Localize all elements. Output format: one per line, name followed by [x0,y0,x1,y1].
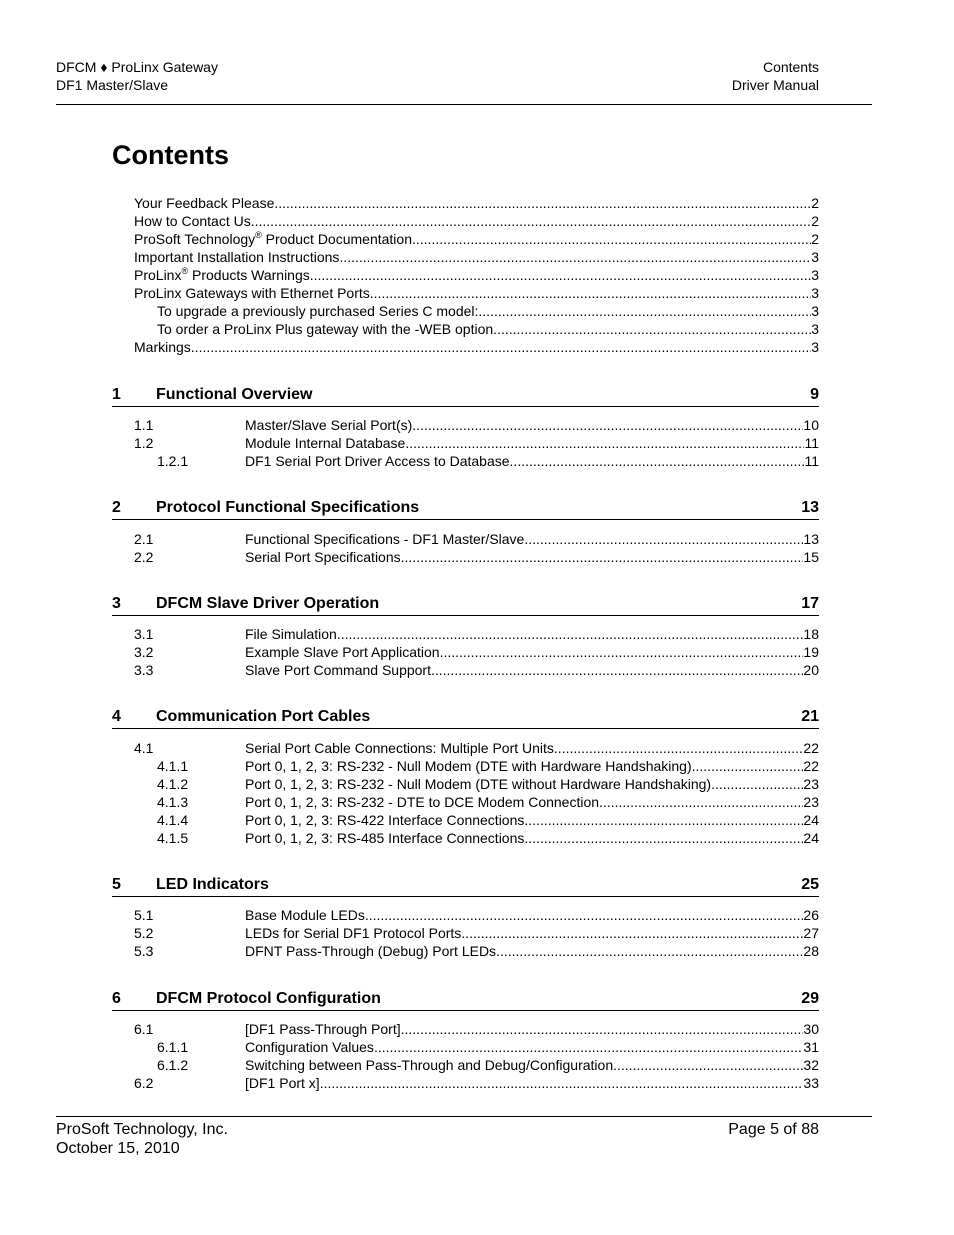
chapter-divider [112,728,819,729]
toc-entry[interactable] [134,266,819,284]
subentry-page: 15 [803,549,819,565]
toc-subentry[interactable] [157,829,819,847]
subentry-title: Port 0, 1, 2, 3: RS-485 Interface Connections [245,830,525,846]
subentry-number: 4.1.5 [157,830,189,846]
registered-mark: ® [181,266,189,276]
toc-subentry[interactable] [157,811,819,829]
toc-subentry[interactable] [134,548,819,566]
subentry-number: 4.1.3 [157,794,189,810]
chapter-number: 4 [112,708,121,725]
subentry-title: DFNT Pass-Through (Debug) Port LEDs [245,943,497,959]
subentry-page: 32 [803,1057,819,1073]
subentry-page: 28 [803,943,819,959]
subentry-number: 2.1 [134,531,154,547]
toc-subentry[interactable] [157,793,819,811]
header-chapter: Contents [762,59,819,75]
toc-subentry[interactable] [134,625,819,643]
subentry-page: 27 [803,925,819,941]
footer-page-number: Page 5 of 88 [728,1121,819,1138]
chapter-number: 5 [112,876,121,893]
chapter-title: Communication Port Cables [156,708,371,725]
toc-entry-title: ProLinx® Products Warnings [134,266,310,283]
subentry-number: 4.1.2 [157,776,189,792]
subentry-title: Serial Port Specifications [245,549,401,565]
toc-subentry[interactable] [157,775,819,793]
subentry-title: LEDs for Serial DF1 Protocol Ports [245,925,462,941]
toc-entry[interactable] [157,302,819,320]
toc-entry-title: Important Installation Instructions [134,249,340,265]
toc-subentry[interactable] [157,1056,819,1074]
subentry-page: 10 [803,417,819,433]
toc-subentry[interactable] [134,661,819,679]
header-divider [56,104,872,105]
subentry-page: 22 [803,758,819,774]
subentry-number: 5.3 [134,943,154,959]
subentry-page: 23 [803,794,819,810]
toc-entry[interactable] [134,248,819,266]
toc-entry-title: Your Feedback Please [134,195,275,211]
toc-entry[interactable] [134,194,819,212]
toc-entry-page: 3 [811,339,819,355]
subentry-title: Configuration Values [245,1039,374,1055]
subentry-number: 6.1.2 [157,1057,189,1073]
subentry-page: 11 [804,453,819,469]
footer-divider [56,1116,872,1117]
toc-subentry[interactable] [134,739,819,757]
subentry-number: 5.1 [134,907,154,923]
toc-chapter-heading[interactable] [112,874,819,894]
toc-entry-page: 2 [811,213,819,229]
running-header-left [56,58,218,94]
subentry-number: 1.2 [134,435,154,451]
subentry-title: Module Internal Database [245,435,406,451]
toc-entry[interactable] [134,212,819,230]
chapter-divider [112,896,819,897]
toc-entry-title: To order a ProLinx Plus gateway with the -WEB option [157,321,494,337]
toc-subentry[interactable] [134,434,819,452]
subentry-number: 3.2 [134,644,154,660]
subentry-page: 11 [804,435,819,451]
toc-chapter-heading[interactable] [112,988,819,1008]
subentry-page: 19 [803,644,819,660]
chapter-title: DFCM Slave Driver Operation [156,595,380,612]
chapter-number: 6 [112,990,121,1007]
subentry-number: 2.2 [134,549,154,565]
toc-subentry[interactable] [134,530,819,548]
chapter-number: 2 [112,499,121,516]
toc-subentry[interactable] [134,1074,819,1092]
subentry-number: 5.2 [134,925,154,941]
toc-entry-page: 3 [811,285,819,301]
chapter-divider [112,519,819,520]
chapter-number: 1 [112,386,121,403]
toc-entry-page: 3 [811,249,819,265]
subentry-number: 4.1.4 [157,812,189,828]
toc-chapter-heading[interactable] [112,706,819,726]
header-driver: DF1 Master/Slave [56,77,169,93]
subentry-number: 6.1.1 [157,1039,189,1055]
running-header-right [732,58,819,94]
chapter-divider [112,406,819,407]
subentry-page: 31 [803,1039,819,1055]
chapter-page: 9 [810,386,819,403]
footer-company: ProSoft Technology, Inc. [56,1121,228,1138]
subentry-page: 24 [803,812,819,828]
footer-date: October 15, 2010 [56,1140,180,1157]
toc-subentry[interactable] [134,1020,819,1038]
subentry-title: [DF1 Port x] [245,1075,320,1091]
chapter-title: DFCM Protocol Configuration [156,990,381,1007]
subentry-number: 3.1 [134,626,154,642]
toc-entry-title: ProSoft Technology® Product Documentation [134,230,412,247]
subentry-title: [DF1 Pass-Through Port] [245,1021,401,1037]
subentry-title: DF1 Serial Port Driver Access to Database [245,453,510,469]
subentry-title: Example Slave Port Application [245,644,440,660]
toc-entry-page: 3 [811,321,819,337]
subentry-number: 1.2.1 [157,453,189,469]
chapter-page: 29 [801,990,819,1007]
subentry-number: 3.3 [134,662,154,678]
toc-entry[interactable] [134,338,819,356]
toc-subentry[interactable] [134,942,819,960]
subentry-title: Port 0, 1, 2, 3: RS-232 - Null Modem (DTE with Hardware Handshaking) [245,758,692,774]
subentry-page: 13 [803,531,819,547]
subentry-title: Slave Port Command Support [245,662,431,678]
subentry-page: 24 [803,830,819,846]
subentry-number: 6.1 [134,1021,154,1037]
subentry-page: 33 [803,1075,819,1091]
toc-entry-page: 2 [811,231,819,247]
chapter-page: 25 [801,876,819,893]
subentry-page: 20 [803,662,819,678]
toc-entry-title: To upgrade a previously purchased Series C model: [157,303,479,319]
toc-entry-title: How to Contact Us [134,213,251,229]
toc-subentry[interactable] [157,452,819,470]
toc-subentry[interactable] [134,416,819,434]
chapter-number: 3 [112,595,121,612]
chapter-page: 21 [801,708,819,725]
subentry-title: Port 0, 1, 2, 3: RS-232 - Null Modem (DTE without Hardware Handshaking) [245,776,712,792]
toc-entry[interactable] [134,284,819,302]
toc-chapter-heading[interactable] [112,384,819,404]
subentry-title: Switching between Pass-Through and Debug/Configuration [245,1057,614,1073]
subentry-page: 30 [803,1021,819,1037]
toc-chapter-heading[interactable] [112,593,819,613]
subentry-title: Base Module LEDs [245,907,365,923]
toc-subentry[interactable] [157,1038,819,1056]
toc-subentry[interactable] [134,643,819,661]
subentry-page: 22 [803,740,819,756]
chapter-page: 13 [801,499,819,516]
subentry-title: Master/Slave Serial Port(s) [245,417,413,433]
subentry-title: Port 0, 1, 2, 3: RS-422 Interface Connections [245,812,525,828]
toc-entry-page: 2 [811,195,819,211]
subentry-number: 4.1.1 [157,758,189,774]
toc-chapter-heading[interactable] [112,497,819,517]
header-product: DFCM ♦ ProLinx Gateway [56,59,218,75]
subentry-title: File Simulation [245,626,337,642]
subentry-number: 1.1 [134,417,154,433]
page-title: Contents [112,140,229,170]
registered-mark: ® [255,230,262,240]
chapter-divider [112,615,819,616]
toc-subentry[interactable] [134,906,819,924]
subentry-title: Functional Specifications - DF1 Master/Slave [245,531,525,547]
header-doc-type: Driver Manual [731,77,819,93]
chapter-divider [112,1010,819,1011]
toc-entry-page: 3 [811,267,819,283]
toc-entry[interactable] [157,320,819,338]
subentry-page: 18 [803,626,819,642]
toc-subentry[interactable] [134,924,819,942]
toc-entry-title: Markings [134,339,191,355]
subentry-title: Serial Port Cable Connections: Multiple Port Units [245,740,554,756]
subentry-page: 23 [803,776,819,792]
toc-entry[interactable] [134,230,819,248]
subentry-number: 4.1 [134,740,154,756]
chapter-page: 17 [801,595,819,612]
subentry-page: 26 [803,907,819,923]
toc-subentry[interactable] [157,757,819,775]
chapter-title: LED Indicators [156,876,269,893]
toc-entry-page: 3 [811,303,819,319]
subentry-number: 6.2 [134,1075,154,1091]
toc-entry-title: ProLinx Gateways with Ethernet Ports [134,285,370,301]
chapter-title: Protocol Functional Specifications [156,499,420,516]
chapter-title: Functional Overview [156,386,313,403]
footer-left [56,1120,228,1158]
subentry-title: Port 0, 1, 2, 3: RS-232 - DTE to DCE Modem Connection [245,794,600,810]
